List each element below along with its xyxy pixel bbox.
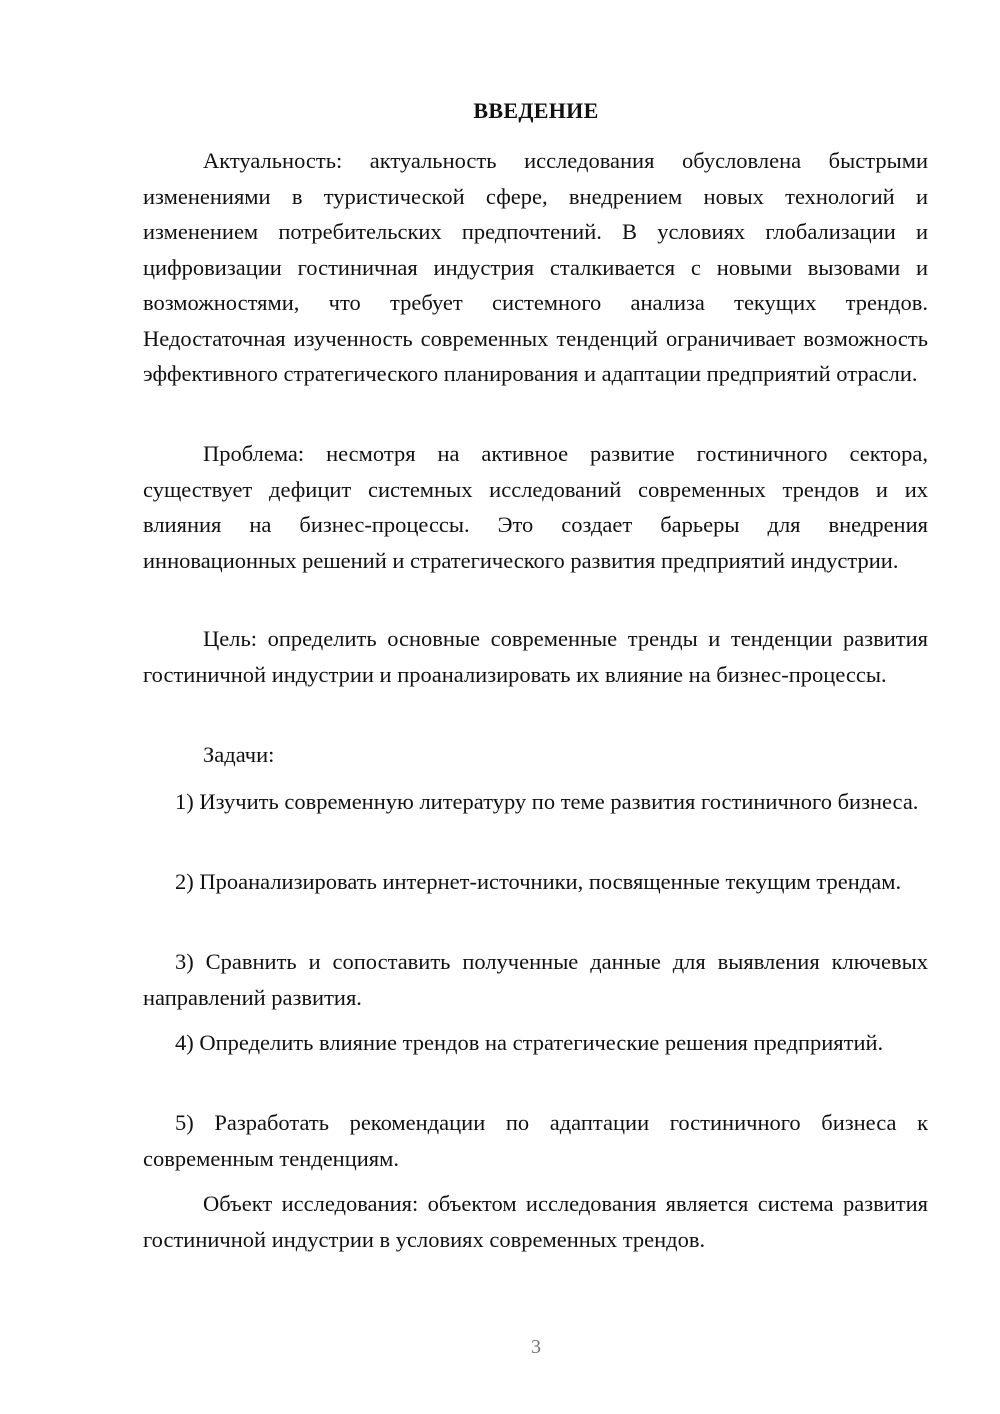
section-title: ВВЕДЕНИЕ xyxy=(473,98,599,123)
problem-paragraph: Проблема: несмотря на активное развитие гостиничного сектора, существует дефицит системных исследований современных трендов и их влияния на бизнес-процессы. Это создает барьеры для внедрения инновационных решений и стратегического развития предприятий индустрии. xyxy=(143,441,928,573)
goal-paragraph: Цель: определить основные современные тренды и тенденции развития гостиничной индустрии и проанализировать их влияние на бизнес-процессы. xyxy=(143,626,928,687)
relevance-paragraph: Актуальность: актуальность исследования обусловлена быстрыми изменениями в туристической сфере, внедрением новых технологий и изменением потребительских предпочтений. В условиях глобализации и цифровизации гостиничная индустрия сталкивается с новыми вызовами и возможностями, что требует системного анализа текущих трендов. Недостаточная изученность современных тенденций ограничивает возможность эффективного стратегического планирования и адаптации предприятий отрасли. xyxy=(143,148,928,386)
task-item-2: 2) Проанализировать интернет-источники, посвященные текущим трендам. xyxy=(175,869,902,894)
page-number: 3 xyxy=(531,1336,541,1358)
task-item-3: 3) Сравнить и сопоставить полученные данные для выявления ключевых направлений развития. xyxy=(143,949,928,1010)
tasks-heading: Задачи: xyxy=(203,742,275,767)
task-item-5: 5) Разработать рекомендации по адаптации гостиничного бизнеса к современным тенденциям. xyxy=(143,1110,928,1171)
task-item-4: 4) Определить влияние трендов на стратегические решения предприятий. xyxy=(175,1030,884,1055)
task-item-1: 1) Изучить современную литературу по теме развития гостиничного бизнеса. xyxy=(175,789,919,814)
research-object-paragraph: Объект исследования: объектом исследования является система развития гостиничной индустрии в условиях современных трендов. xyxy=(143,1191,928,1252)
